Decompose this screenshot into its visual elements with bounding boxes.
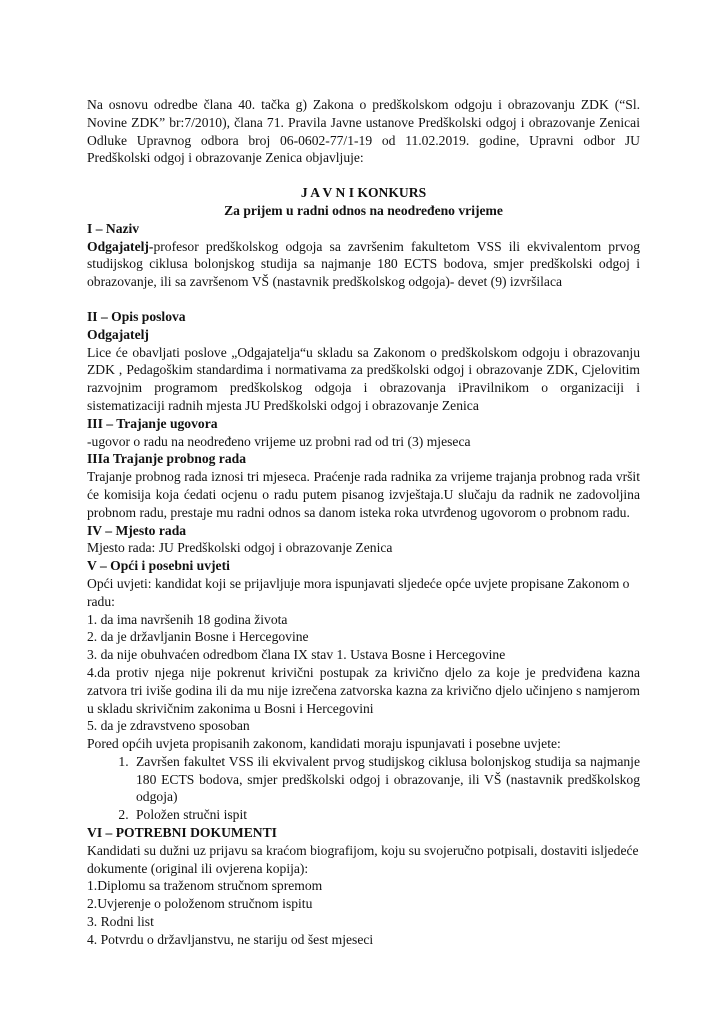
section-1-text	[87, 238, 640, 291]
position-term: Odgajatelj-	[87, 238, 154, 254]
document-item: 2.Uvjerenje o položenom stručnom ispitu	[87, 896, 313, 912]
intro-paragraph: Na osnovu odredbe člana 40. tačka g) Zakona o predškolskom odgoju i obrazovanju ZDK (“Sl. Novine ZDK” br:7/2010), člana 71. Pravila Javne ustanove Predškolski odgoj i obrazovanje Zenicai Odluke Upravnog odbora broj 06-0602-77/1-19 od 11.02.2019. godine, Upravni odbor JU Predškolski odgoj i obrazovanje Zenica objavljuje:	[87, 97, 640, 166]
document-item: 4. Potvrdu o državljanstvu, ne stariju od šest mjeseci	[87, 931, 374, 947]
section-4-text: Mjesto rada: JU Predškolski odgoj i obrazovanje Zenica	[87, 540, 393, 556]
section-1-heading: I – Naziv	[87, 220, 140, 236]
general-condition-item: 5. da je zdravstveno sposoban	[87, 718, 250, 734]
special-conditions-list	[87, 753, 640, 824]
section-2-subheading: Odgajatelj	[87, 326, 149, 342]
section-4-heading: IV – Mjesto rada	[87, 522, 187, 538]
general-condition-item: 3. da nije obuhvaćen odredbom člana IX stav 1. Ustava Bosne i Hercegovine	[87, 647, 506, 663]
section-2-text: Lice će obavljati poslove „Odgajatelja“u skladu sa Zakonom o predškolskom odgoju i obrazovanju ZDK , Pedagoškim standardima i normativama za predškolski odgoj i obrazovanje ZDK, Cjelovitim razvojnim programom predškolskog odgoja i obrazovanja iPravilnikom o organizaciji i sistematizaciji radnih mjesta JU Predškolski odgoj i obrazovanje Zenica	[87, 344, 640, 413]
document-item: 1.Diplomu sa traženom stručnom spremom	[87, 878, 323, 894]
general-condition-item: 2. da je državljanin Bosne i Hercegovine	[87, 629, 309, 645]
document-item: 3. Rodni list	[87, 914, 154, 930]
special-condition-item: 1. Završen fakultet VSS ili ekvivalent prvog studijskog ciklusa bolonjskog studija sa najmanje 180 ECTS bodova, smjer predškolski odgoj i obrazovanje, ili VŠ (nastavnik predškolskog odgoja)	[132, 753, 640, 806]
document-title: J A V N I KONKURS	[300, 185, 427, 201]
section-3a-heading: IIIa Trajanje probnog rada	[87, 451, 246, 467]
document-page	[87, 96, 640, 949]
section-5-heading: V – Opći i posebni uvjeti	[87, 558, 230, 574]
special-condition-item: 2. Položen stručni ispit	[132, 806, 640, 824]
section-3-text: -ugovor o radu na neodređeno vrijeme uz probni rad od tri (3) mjeseca	[87, 433, 471, 449]
document-subtitle: Za prijem u radni odnos na neodređeno vrijeme	[224, 202, 503, 218]
section-3-heading: III – Trajanje ugovora	[87, 415, 218, 431]
general-condition-item: 4.da protiv njega nije pokrenut krivični postupak za krivično djelo za koje je predviđena kazna zatvora tri iviše godina ili da mu nije izrečena zatvorska kazna za krivično djelo učinjeno s namjerom u skladu skrivičnim zakonima u Bosni i Hercegovini	[87, 664, 640, 716]
documents-intro: Kandidati su dužni uz prijavu sa kraćom biografijom, koju su svojeručno potpisali, dostaviti isljedeće dokumente (original ili ovjerena kopija):	[87, 842, 639, 876]
section-2-heading: II – Opis poslova	[87, 308, 186, 324]
section-3a-text: Trajanje probnog rada iznosi tri mjeseca. Praćenje rada radnika za vrijeme trajanja probnog rada vršit će komisija koja ćedati ocjenu o radu putem pisanog izvještaja.U slučaju da radnik ne zadovoljina probnom radu, prestaje mu radni odnos sa danom isteka roka utvrđenog ugovorom o probnom radu.	[87, 469, 640, 520]
section-6-heading: VI – POTREBNI DOKUMENTI	[87, 825, 277, 841]
position-description: profesor predškolskog odgoja sa završenim fakultetom VSS ili ekvivalentom prvog studijskog ciklusa bolonjskog studija sa najmanje 180 ECTS bodova, smjer predškolski odgoj i obrazovanje, ili sa završenom VŠ (nastavnik predškolskog odgoja)- devet (9) izvršilaca	[87, 238, 640, 290]
general-conditions-intro: Opći uvjeti: kandidat koji se prijavljuje mora ispunjavati sljedeće opće uvjete propisane Zakonom o radu:	[87, 575, 630, 609]
special-conditions-intro: Pored općih uvjeta propisanih zakonom, kandidati moraju ispunjavati i posebne uvjete:	[87, 736, 561, 752]
general-condition-item: 1. da ima navršenih 18 godina života	[87, 611, 288, 627]
